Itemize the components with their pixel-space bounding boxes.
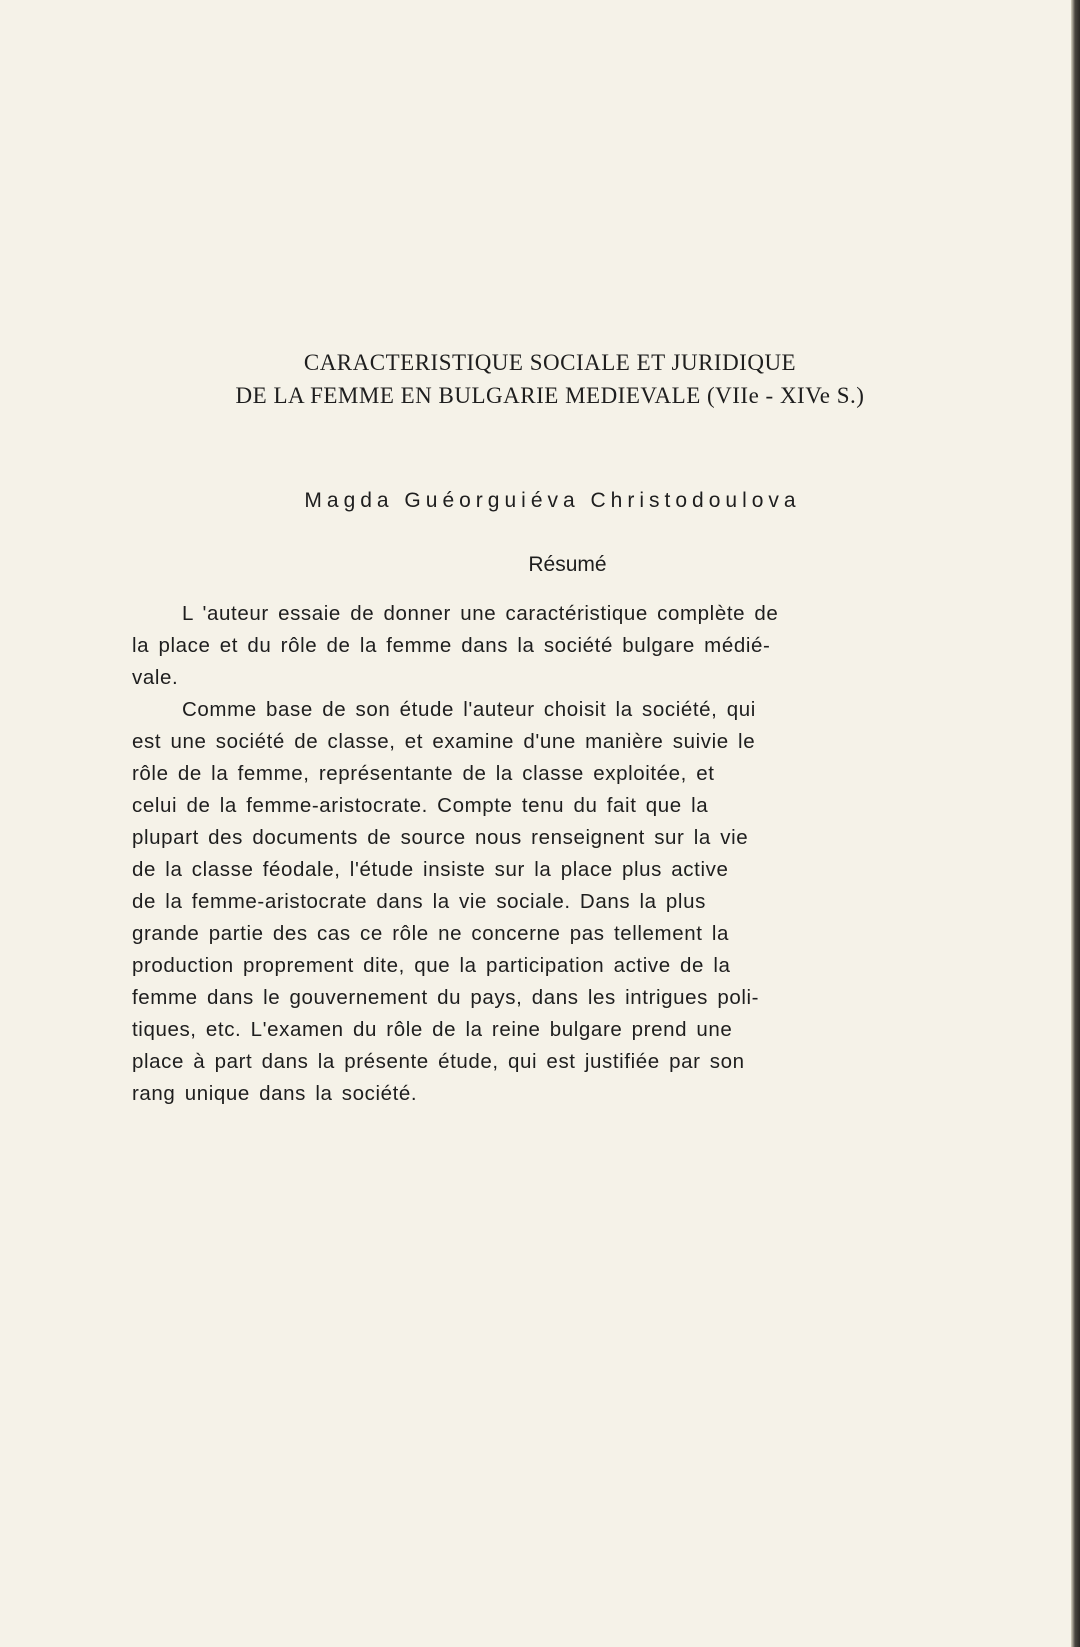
paragraph-2-line-2: est une société de classe, et examine d'une manière suivie le bbox=[132, 730, 756, 753]
document-title bbox=[0, 346, 1080, 412]
paragraph-2-line-13: rang unique dans la société. bbox=[132, 1082, 418, 1105]
paragraph-1-line-3: vale. bbox=[132, 666, 179, 689]
paragraph-1-line-1: L 'auteur essaie de donner une caractéristique complète de bbox=[182, 602, 779, 625]
paragraph-2-line-10: femme dans le gouvernement du pays, dans les intrigues poli- bbox=[132, 986, 760, 1009]
paragraph-2-line-8: grande partie des cas ce rôle ne concerne pas tellement la bbox=[132, 922, 729, 945]
abstract-body bbox=[132, 598, 1032, 1110]
paragraph-2-line-4: celui de la femme-aristocrate. Compte tenu du fait que la bbox=[132, 794, 709, 817]
resume-heading: Résumé bbox=[528, 553, 607, 576]
paragraph-2-line-7: de la femme-aristocrate dans la vie sociale. Dans la plus bbox=[132, 890, 706, 913]
paragraph-2-line-9: production proprement dite, que la participation active de la bbox=[132, 954, 731, 977]
paragraph-2-line-12: place à part dans la présente étude, qui est justifiée par son bbox=[132, 1050, 745, 1073]
paragraph-2-line-3: rôle de la femme, représentante de la classe exploitée, et bbox=[132, 762, 715, 785]
paragraph-2-line-11: tiques, etc. L'examen du rôle de la reine bulgare prend une bbox=[132, 1018, 733, 1041]
title-line-1: CARACTERISTIQUE SOCIALE ET JURIDIQUE bbox=[303, 350, 797, 375]
paragraph-1-line-2: la place et du rôle de la femme dans la société bulgare médié- bbox=[132, 634, 771, 657]
paragraph-2-line-1: Comme base de son étude l'auteur choisit la société, qui bbox=[182, 698, 756, 721]
title-line-2: DE LA FEMME EN BULGARIE MEDIEVALE (VIIe - XIVe S.) bbox=[235, 383, 865, 408]
paragraph-2-line-6: de la classe féodale, l'étude insiste sur la place plus active bbox=[132, 858, 729, 881]
paragraph-2-line-5: plupart des documents de source nous renseignent sur la vie bbox=[132, 826, 749, 849]
author-name: Magda Guéorguiéva Christodoulova bbox=[304, 489, 801, 512]
page-edge-shadow bbox=[1071, 0, 1080, 1647]
